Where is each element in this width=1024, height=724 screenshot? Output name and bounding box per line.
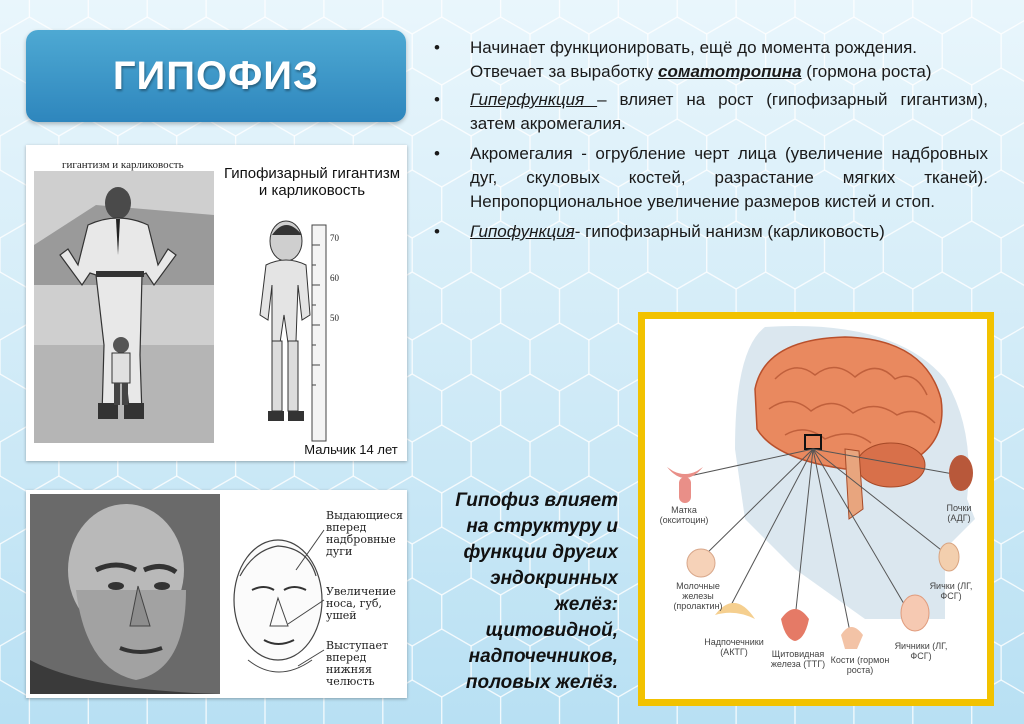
bullet-marker: • [434, 38, 440, 57]
bullet-list [430, 36, 988, 248]
bullet-marker: • [434, 144, 440, 163]
acromegaly-label-nose: Увеличение носа, губ, ушей [326, 585, 396, 622]
photo-top-caption: гигантизм и карликовость [62, 159, 184, 171]
organ-label-breast: Молочные железы (пролактин) [673, 581, 723, 611]
organ-label-uterus: Матка (окситоцин) [659, 505, 709, 525]
hyperfunction-term: Гиперфункция [470, 90, 598, 109]
bullet-marker: • [434, 90, 440, 109]
gigantism-photo [26, 145, 407, 461]
hypofunction-term: Гипофункция [470, 222, 575, 241]
organ-label-testes: Яички (ЛГ, ФСГ) [929, 581, 973, 601]
bullet-4-text: - гипофизарный нанизм (карликовость) [574, 222, 885, 241]
bullet-marker: • [434, 222, 440, 241]
acromegaly-label-jaw: Выступает вперед нижняя челюсть [326, 639, 389, 688]
title-banner [26, 30, 406, 122]
bullet-item [430, 220, 988, 244]
bullet-1-line-1: Начинает функционировать, ещё до момента рождения. [470, 38, 918, 57]
photo-right-caption: Гипофизарный гигантизм и карликовость [223, 165, 401, 199]
bullet-item [430, 142, 988, 214]
bullet-item [430, 36, 988, 84]
pituitary-influence-text: Гипофиз влияет на структуру и функции других эндокринных желёз: щитовидной, надпочечников, половых желёз. [455, 490, 618, 693]
organ-label-adrenal: Надпочечники (АКТГ) [704, 637, 764, 657]
bullet-1-line-2-end: (гормона роста) [801, 62, 932, 81]
bullet-2-text: – влияет на рост (гипофизарный гигантизм), затем акромегалия. [470, 90, 988, 133]
bullet-item [430, 88, 988, 136]
pituitary-diagram [638, 312, 994, 706]
acromegaly-label-brow: Выдающиеся вперед надбровные дуги [326, 509, 403, 558]
acromegaly-photo [26, 490, 407, 698]
page-title: ГИПОФИЗ [112, 53, 320, 98]
organ-label-ovaries: Яичники (ЛГ, ФСГ) [894, 641, 948, 661]
photo-bottom-caption: Мальчик 14 лет [304, 442, 398, 457]
organ-label-bones: Кости (гормон роста) [830, 655, 890, 675]
somatotropin-term: соматотропина [658, 62, 802, 81]
ruler-mark: 70 [330, 233, 339, 243]
ruler-mark: 60 [330, 273, 339, 283]
organ-label-thyroid: Щитовидная железа (ТТГ) [770, 649, 826, 669]
bullet-3-text: Акромегалия - огрубление черт лица (увеличение надбровных дуг, скуловых костей, разрастание мягких тканей). Непропорциональное увеличение размеров кистей и стоп. [470, 144, 988, 211]
ruler-mark: 50 [330, 313, 339, 323]
organ-label-kidneys: Почки (АДГ) [946, 503, 972, 523]
bullet-1-line-2: Отвечает за выработку [470, 62, 659, 81]
